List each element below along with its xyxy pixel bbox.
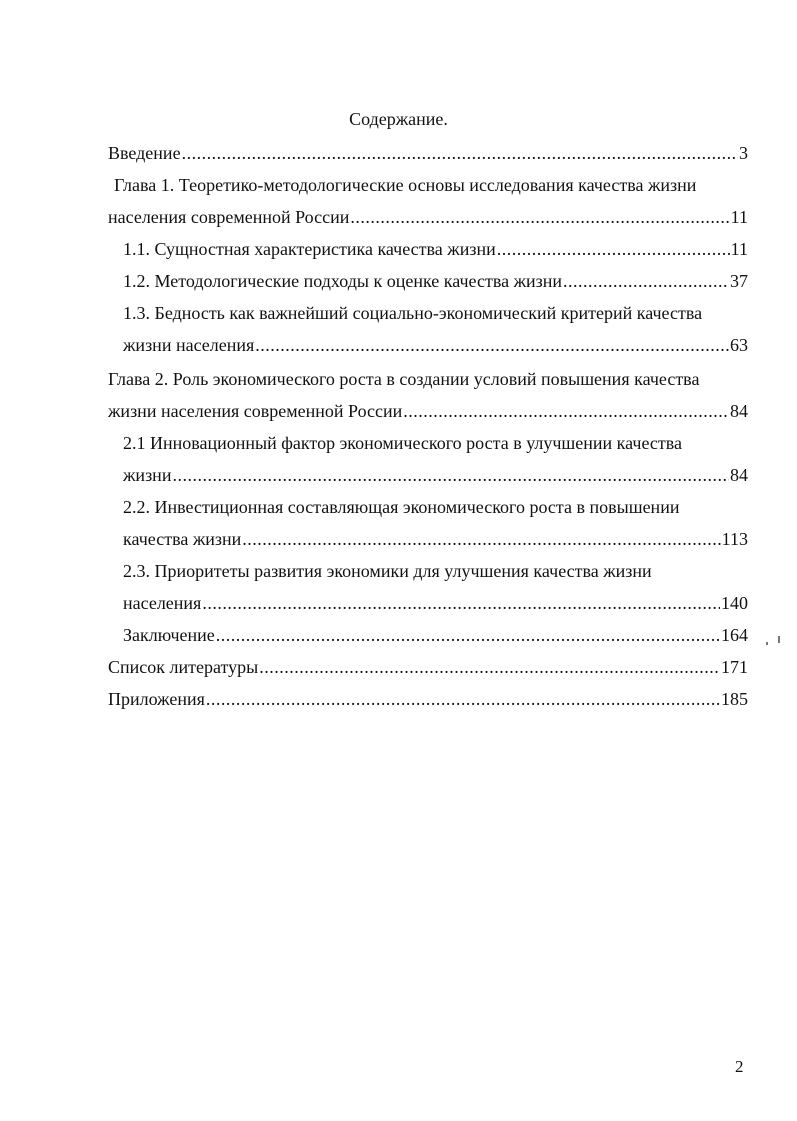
toc-leader-dots: [216, 622, 720, 648]
toc-leader-dots: [563, 268, 729, 294]
toc-entry-page: 164: [721, 625, 748, 645]
toc-entry-section-1-3: [123, 332, 748, 358]
toc-entry-section-1-2: [123, 268, 748, 294]
toc-leader-dots: [242, 526, 720, 552]
toc-entry-introduction: [108, 140, 748, 166]
toc-entry-text: Приложения: [108, 689, 205, 709]
toc-leader-dots: [182, 140, 738, 166]
toc-entry-text: населения: [123, 593, 202, 613]
toc-entry-chapter-1: [108, 204, 748, 230]
toc-entry-page: 140: [721, 593, 748, 613]
toc-entry-page: 84: [730, 465, 748, 485]
toc-chapter-1-heading: Глава 1. Теоретико-методологические основы исследования качества жизни: [114, 175, 697, 195]
toc-entry-text: Список литературы: [108, 657, 259, 677]
toc-section-2-1-heading: 2.1 Инновационный фактор экономического роста в улучшении качества: [123, 433, 683, 453]
toc-leader-dots: [202, 590, 720, 616]
toc-entry-bibliography: [108, 654, 748, 680]
toc-entry-section-2-1: [123, 462, 748, 488]
toc-entry-section-2-2: [123, 526, 748, 552]
toc-section-2-3-heading: 2.3. Приоритеты развития экономики для улучшения качества жизни: [123, 561, 652, 581]
scan-artifact: [766, 642, 768, 645]
toc-entry-text: населения современной России: [108, 207, 350, 227]
toc-leader-dots: [350, 204, 729, 230]
toc-entry-page: 37: [730, 271, 748, 291]
toc-entry-page: 171: [721, 657, 748, 677]
toc-entry-text: 1.1. Сущностная характеристика качества жизни: [123, 239, 496, 259]
toc-leader-dots: [255, 332, 729, 358]
toc-entry-text: жизни: [123, 465, 172, 485]
toc-entry-appendices: [108, 686, 748, 712]
toc-chapter-2-heading: Глава 2. Роль экономического роста в создании условий повышения качества: [108, 369, 700, 389]
toc-entry-chapter-2: [108, 398, 748, 424]
toc-entry-text: качества жизни: [123, 529, 242, 549]
toc-entry-page: 84: [730, 401, 748, 421]
toc-entry-page: 3: [739, 143, 748, 163]
toc-title: Содержание.: [349, 109, 448, 129]
toc-entry-section-1-1: [123, 236, 748, 262]
toc-entry-text: жизни населения: [123, 335, 255, 355]
toc-entry-page: 63: [730, 335, 748, 355]
toc-entry-text: Заключение: [123, 625, 215, 645]
toc-leader-dots: [497, 236, 730, 262]
toc-entry-text: Введение: [108, 143, 181, 163]
toc-section-1-3-heading: 1.3. Бедность как важнейший социально-экономический критерий качества: [123, 303, 703, 323]
toc-section-2-2-heading: 2.2. Инвестиционная составляющая экономического роста в повышении: [123, 497, 680, 517]
toc-entry-conclusion: [123, 622, 748, 648]
toc-entry-section-2-3: [123, 590, 748, 616]
toc-entry-page: 185: [721, 689, 748, 709]
toc-leader-dots: [403, 398, 729, 424]
toc-leader-dots: [172, 462, 729, 488]
toc-entry-text: 1.2. Методологические подходы к оценке качества жизни: [123, 271, 563, 291]
toc-entry-text: жизни населения современной России: [108, 401, 403, 421]
toc-entry-page: 11: [730, 239, 748, 259]
toc-leader-dots: [259, 654, 720, 680]
toc-entry-page: 113: [721, 529, 748, 549]
toc-leader-dots: [206, 686, 720, 712]
toc-entry-page: 11: [730, 207, 748, 227]
scan-artifact: [778, 636, 780, 643]
page-number: 2: [735, 1057, 744, 1076]
